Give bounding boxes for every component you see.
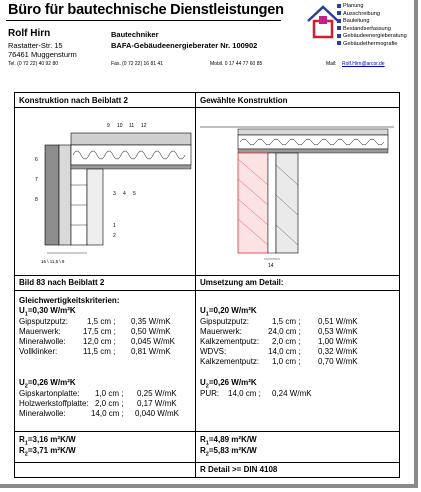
drawing-label: 9 bbox=[107, 123, 110, 129]
right-u2-heading: $U_2=0,26$ W/m²K bbox=[200, 378, 257, 390]
drawing-label: 8 bbox=[35, 197, 38, 203]
title-underline bbox=[6, 20, 281, 21]
row-divider bbox=[15, 431, 399, 432]
phone-number: Tel. (0 72 22) 40 92 80 bbox=[8, 61, 59, 67]
chosen-construction-drawing bbox=[198, 115, 396, 273]
service-item: Planung bbox=[337, 3, 407, 11]
service-item: Gebäudeenergieberatung bbox=[337, 33, 407, 41]
comparison-table: Konstruktion nach Beiblatt 2 Gewählte Konstruktion 16 \ 11,5 \ 9 9 10 11 12 3 4 5 6 7 8 1 2 14 Bild 83 nach Beiblatt 2 Umsetzung am Detail: Gleichwertigkeitskriterien: $U_1=0,30$ W/m²K Gipsputzputz: 1,5 cm ; 0,35 W/mK Mauerwerk: 17,5 cm ; 0,50 W/mK Mineralwolle: 12,0 cm ; 0,045 W/mK Vollklinker: 11,5 cm ; 0,81 W/mK $U_2=0,26$ W/m²K Gipskartonplatte: 1,0 cm ; 0,25 W/mK Holzwerkstoffplatte: 2,0 cm ; 0,17 W/mK Mineralwolle: 14,0 cm ; 0,040 W/mK $R_1=3,16$ m²K/W $R_2=3,71$ m²K/W $U_1=0,20$ W/m²K Gipsputzputz: 1,5 cm ; 0,51 W/mK Mauerwerk: 24,0 cm ; 0,53 W/mK Kalkzementputz: 2,0 cm ; 1,00 W/mK WDVS: 14,0 cm ; 0,32 W/mK Kalkzementputz: 1,0 cm ; 0,70 W/mK $U_2=0,26$ W/m²K PUR: 14,0 cm ; 0,24 W/mK $R_1=4,89$ m²K/W $R_2=5,83$ m²K/W R Detail >= DIN 4108 bbox=[14, 92, 400, 478]
drawing-label: 1 bbox=[113, 223, 116, 229]
left-u2-heading: $U_2=0,26$ W/m²K bbox=[19, 378, 76, 390]
company-title: Büro für bautechnische Dienstleistungen bbox=[8, 2, 284, 18]
service-item: Gebäudethermografie bbox=[337, 41, 407, 49]
service-list bbox=[337, 3, 407, 48]
left-r2: $R_2=3,71$ m²K/W bbox=[19, 446, 76, 458]
mobile-number: Mobil. 0 17 44 77 60 85 bbox=[210, 61, 263, 67]
drawing-label: 3 bbox=[113, 191, 116, 197]
row-divider bbox=[15, 275, 399, 276]
detail-requirement-note: R Detail >= DIN 4108 bbox=[200, 465, 278, 474]
drawing-label: 11 bbox=[129, 123, 135, 129]
drawing-label: 4 bbox=[123, 191, 126, 197]
drawing-label: 2 bbox=[113, 233, 116, 239]
row-divider bbox=[15, 107, 399, 108]
owner-name: Rolf Hirn bbox=[8, 28, 51, 39]
column-divider bbox=[195, 93, 196, 477]
left-u1-heading: $U_1=0,30$ W/m²K bbox=[19, 306, 76, 318]
service-item: Ausschreibung bbox=[337, 11, 407, 19]
service-item: Bestandserfassung bbox=[337, 26, 407, 34]
drawing-label: 10 bbox=[117, 123, 123, 129]
right-caption: Umsetzung am Detail: bbox=[200, 278, 284, 287]
mail-label: Mail: bbox=[326, 61, 337, 67]
row-divider bbox=[15, 290, 399, 291]
service-item: Bauleitung bbox=[337, 18, 407, 26]
right-u1-heading: $U_1=0,20$ W/m²K bbox=[200, 306, 257, 318]
right-column-header: Gewählte Konstruktion bbox=[200, 96, 288, 105]
drawing-label: 7 bbox=[35, 177, 38, 183]
mail-link[interactable]: Rolf.Hirn@arcor.de bbox=[342, 61, 385, 67]
drawing-label: 5 bbox=[133, 191, 136, 197]
right-r1: $R_1=4,89$ m²K/W bbox=[200, 435, 257, 447]
criteria-heading: Gleichwertigkeitskriterien: bbox=[19, 296, 120, 305]
row-divider bbox=[15, 462, 399, 463]
drawing-label: 6 bbox=[35, 157, 38, 163]
dimension-label: 16 \ 11,5 \ 9 bbox=[41, 259, 65, 264]
drawing-label: 12 bbox=[141, 123, 147, 129]
reference-construction-drawing bbox=[17, 115, 193, 273]
left-r1: $R_1=3,16$ m²K/W bbox=[19, 435, 76, 447]
role-certification: BAFA-Gebäudeenergieberater Nr. 100902 bbox=[111, 41, 258, 50]
right-r2: $R_2=5,83$ m²K/W bbox=[200, 446, 257, 458]
dimension-label: 14 bbox=[268, 263, 274, 269]
role-title: Bautechniker bbox=[111, 30, 159, 39]
house-logo-icon bbox=[305, 4, 341, 40]
city-address: 76461 Muggensturm bbox=[8, 50, 77, 59]
left-caption: Bild 83 nach Beiblatt 2 bbox=[19, 278, 105, 287]
fax-number: Fax. (0 72 22) 16 81 41 bbox=[111, 61, 163, 67]
left-column-header: Konstruktion nach Beiblatt 2 bbox=[19, 96, 128, 105]
street-address: Rastatter-Str. 15 bbox=[8, 41, 63, 50]
